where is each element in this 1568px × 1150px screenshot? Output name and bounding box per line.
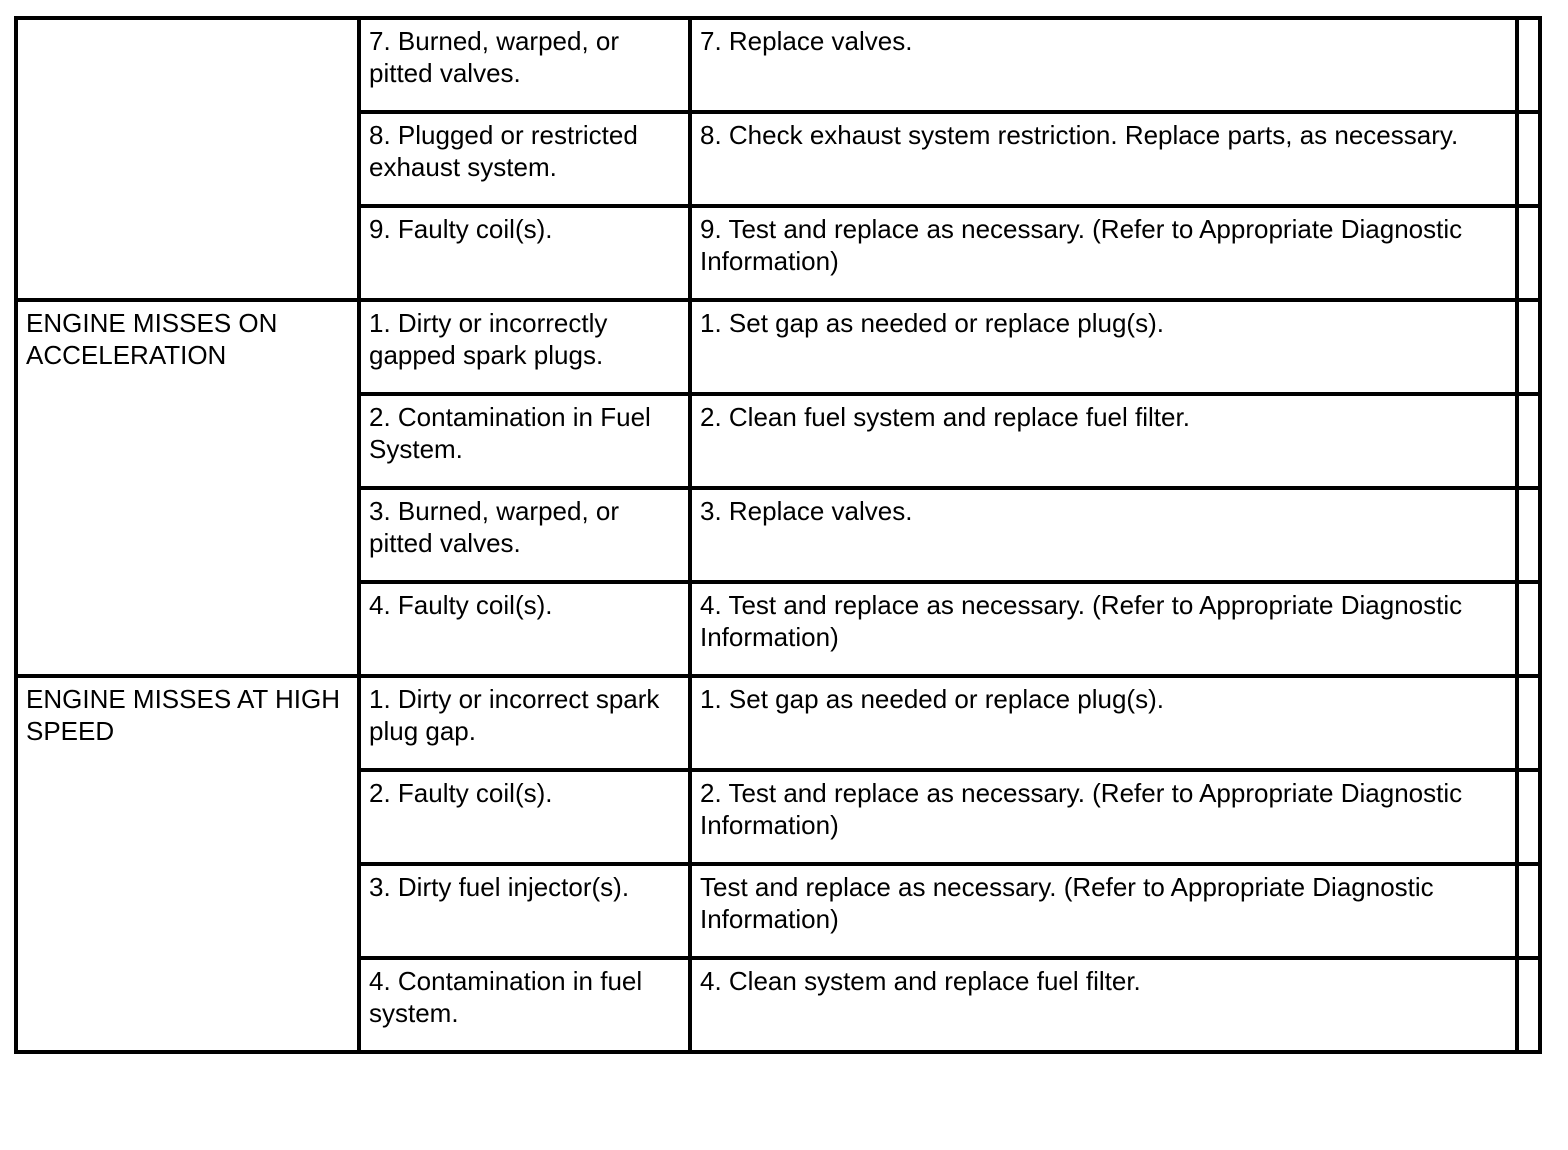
blank-cell [1517, 394, 1540, 488]
correction-cell: 4. Clean system and replace fuel filter. [690, 958, 1517, 1052]
blank-cell [1517, 300, 1540, 394]
correction-cell: 1. Set gap as needed or replace plug(s). [690, 300, 1517, 394]
correction-cell: 1. Set gap as needed or replace plug(s). [690, 676, 1517, 770]
correction-cell: 9. Test and replace as necessary. (Refer to Appropriate Diagnostic Information) [690, 206, 1517, 300]
cause-cell: 7. Burned, warped, or pitted valves. [359, 18, 690, 112]
cause-cell: 3. Dirty fuel injector(s). [359, 864, 690, 958]
table-row [16, 18, 1540, 112]
correction-cell: 2. Test and replace as necessary. (Refer to Appropriate Diagnostic Information) [690, 770, 1517, 864]
blank-cell [1517, 206, 1540, 300]
blank-cell [1517, 958, 1540, 1052]
cause-cell: 2. Faulty coil(s). [359, 770, 690, 864]
cause-cell: 9. Faulty coil(s). [359, 206, 690, 300]
correction-cell: Test and replace as necessary. (Refer to Appropriate Diagnostic Information) [690, 864, 1517, 958]
cause-cell: 1. Dirty or incorrectly gapped spark plugs. [359, 300, 690, 394]
blank-cell [1517, 18, 1540, 112]
correction-cell: 8. Check exhaust system restriction. Replace parts, as necessary. [690, 112, 1517, 206]
correction-cell: 3. Replace valves. [690, 488, 1517, 582]
table-row [16, 676, 1540, 770]
blank-cell [1517, 770, 1540, 864]
cause-cell: 2. Contamination in Fuel System. [359, 394, 690, 488]
condition-cell [16, 18, 359, 300]
correction-cell: 7. Replace valves. [690, 18, 1517, 112]
blank-cell [1517, 112, 1540, 206]
cause-cell: 8. Plugged or restricted exhaust system. [359, 112, 690, 206]
blank-cell [1517, 864, 1540, 958]
correction-cell: 2. Clean fuel system and replace fuel filter. [690, 394, 1517, 488]
blank-cell [1517, 582, 1540, 676]
condition-cell: ENGINE MISSES ON ACCELERATION [16, 300, 359, 676]
blank-cell [1517, 676, 1540, 770]
cause-cell: 4. Faulty coil(s). [359, 582, 690, 676]
table-row [16, 300, 1540, 394]
cause-cell: 1. Dirty or incorrect spark plug gap. [359, 676, 690, 770]
cause-cell: 3. Burned, warped, or pitted valves. [359, 488, 690, 582]
correction-cell: 4. Test and replace as necessary. (Refer to Appropriate Diagnostic Information) [690, 582, 1517, 676]
blank-cell [1517, 488, 1540, 582]
condition-cell: ENGINE MISSES AT HIGH SPEED [16, 676, 359, 1052]
diagnosis-table [14, 16, 1542, 1054]
cause-cell: 4. Contamination in fuel system. [359, 958, 690, 1052]
